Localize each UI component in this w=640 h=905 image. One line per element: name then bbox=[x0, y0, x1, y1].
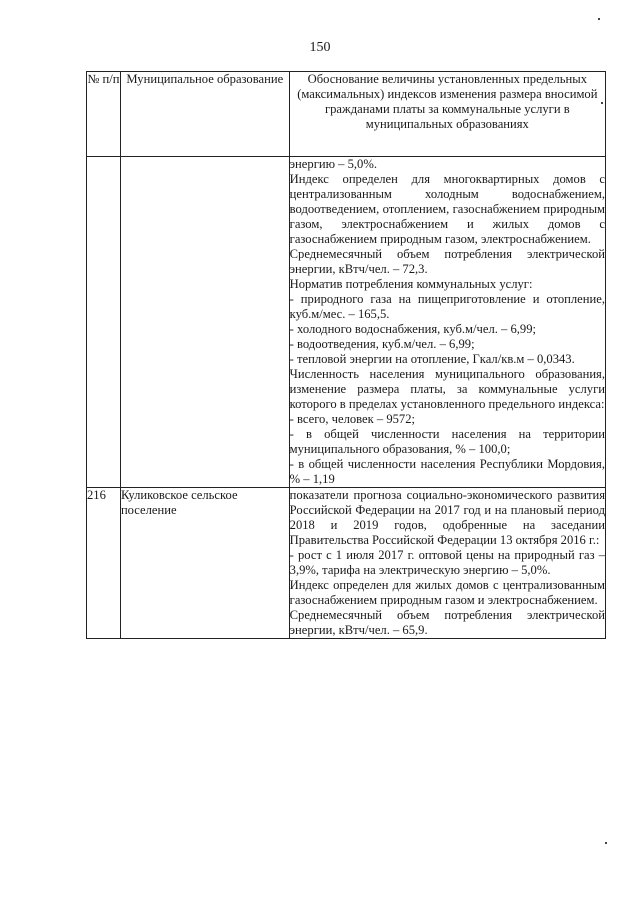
paragraph: Среднемесячный объем потребления электрической энергии, кВтч/чел. – 72,3. bbox=[289, 247, 605, 276]
row-municipality-cell bbox=[120, 157, 289, 488]
paragraph: показатели прогноза социально-экономического развития Российской Федерации на 2017 год и на плановый период 2018 и 2019 годов, одобренные на заседании Правительства Российской Федерации 13 октября 2016 г.: bbox=[289, 488, 605, 547]
row-municipality-cell: Куликовское сельское поселение bbox=[120, 488, 289, 639]
row-number-cell bbox=[87, 157, 121, 488]
paragraph: Норматив потребления коммунальных услуг: bbox=[289, 277, 533, 291]
paragraph: Индекс определен для многоквартирных домов с централизованным холодным водоснабжением, водоотведением, отоплением, газоснабжением природным газом, электроснабжением и жилых домов с газоснабжением природным газом, электроснабжением. bbox=[289, 172, 605, 246]
table-row bbox=[87, 157, 606, 488]
list-item: - всего, человек – 9572; bbox=[289, 412, 416, 426]
indices-table bbox=[86, 71, 606, 639]
scan-speck bbox=[601, 102, 603, 104]
scan-speck bbox=[605, 842, 607, 844]
header-number-column: № п/п bbox=[87, 72, 121, 157]
list-item: - рост с 1 июля 2017 г. оптовой цены на природный газ – 3,9%, тарифа на электрическую энергию – 5,0%. bbox=[289, 548, 605, 577]
list-item: - природного газа на пищеприготовление и отопление, куб.м/мес. – 165,5. bbox=[289, 292, 605, 321]
header-justification-column: Обоснование величины установленных предельных (максимальных) индексов изменения размера вносимой гражданами платы за коммунальные услуги в муниципальных образованиях bbox=[289, 72, 605, 157]
list-item: - в общей численности населения на территории муниципального образования, % – 100,0; bbox=[289, 427, 605, 456]
list-item: - тепловой энергии на отопление, Гкал/кв.м – 0,0343. bbox=[289, 352, 575, 366]
table-row bbox=[87, 488, 606, 639]
paragraph: энергию – 5,0%. bbox=[289, 157, 377, 171]
row-number-cell: 216 bbox=[87, 488, 121, 639]
paragraph: Индекс определен для жилых домов с централизованным газоснабжением природным газом и электроснабжением. bbox=[289, 578, 605, 607]
paragraph: Численность населения муниципального образования, изменение размера платы, за коммунальные услуги которого в пределах установленного предельного индекса: bbox=[289, 367, 605, 411]
row-justification-cell bbox=[289, 157, 605, 488]
row-justification-cell bbox=[289, 488, 605, 639]
list-item: - водоотведения, куб.м/чел. – 6,99; bbox=[289, 337, 475, 351]
list-item: - холодного водоснабжения, куб.м/чел. – 6,99; bbox=[289, 322, 537, 336]
scan-speck bbox=[598, 18, 600, 20]
table-header-row bbox=[87, 72, 606, 157]
page-number: 150 bbox=[309, 40, 331, 55]
paragraph: Среднемесячный объем потребления электрической энергии, кВтч/чел. – 65,9. bbox=[289, 608, 605, 637]
list-item: - в общей численности населения Республики Мордовия, % – 1,19 bbox=[289, 457, 605, 486]
header-municipality-column: Муниципальное образование bbox=[120, 72, 289, 157]
